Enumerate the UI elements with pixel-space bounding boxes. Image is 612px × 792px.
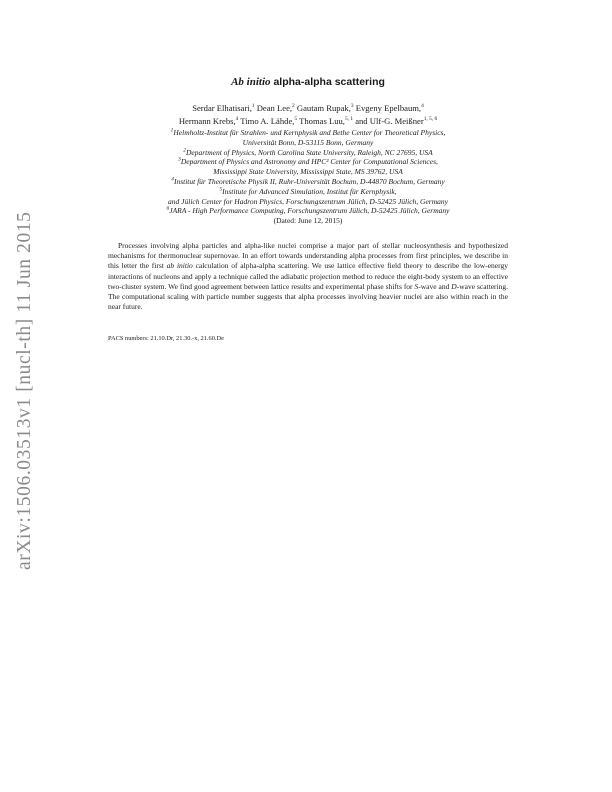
affiliation-list (108, 128, 508, 226)
author-affil-sup: 1 (251, 103, 255, 110)
abstract-italic: ab initio (166, 261, 193, 271)
author-name: Hermann Krebs, (178, 115, 236, 126)
author-affil-sup: 4 (235, 115, 239, 122)
dated-line: (Dated: June 12, 2015) (273, 216, 343, 226)
affiliation-sup: 4 (171, 176, 174, 183)
affiliation (108, 128, 508, 138)
affiliation-sup: 5 (219, 186, 223, 193)
abstract-italic: S (414, 281, 419, 291)
affiliation-line: JARA - High Performance Computing, Forschungszentrum Jülich, D-52425 Jülich, Germany (169, 206, 450, 216)
pacs-numbers: PACS numbers: 21.10.Dr, 21.30.-x, 21.60.De (108, 335, 224, 342)
author-name: Thomas Luu, (297, 115, 345, 126)
abstract-text: -wave and (418, 281, 452, 291)
author-affil-sup: 5 (294, 115, 298, 122)
affiliation (108, 206, 508, 216)
abstract-italic: D (451, 281, 457, 291)
affiliation-line: Institut für Theoretische Physik II, Ruhr-Universität Bochum, D-44870 Bochum, Germany (173, 176, 445, 186)
arxiv-identifier[interactable]: arXiv:1506.03513v1 [nucl-th] 11 Jun 2015 (14, 211, 35, 570)
affiliation-line: Department of Physics and Astronomy and HPC² Center for Computational Sciences, (180, 157, 438, 167)
affiliation-line: Helmholtz-Institut für Strahlen- und Kernphysik and Bethe Center for Theoretical Physics, (173, 128, 446, 137)
abstract-paragraph (108, 241, 508, 312)
author-name: Timo A. Lähde, (238, 115, 295, 126)
affiliation (108, 177, 508, 187)
affiliation-sup: 1 (170, 127, 174, 134)
author-affil-sup: 5, 1 (344, 115, 354, 122)
author-line (108, 102, 508, 115)
affiliation (108, 187, 508, 197)
author-list (108, 102, 508, 127)
title-text: alpha-alpha scattering (270, 76, 385, 88)
affiliation-line: and Jülich Center for Hadron Physics, Forschungszentrum Jülich, D-52425 Jülich, Germany (168, 196, 448, 206)
author-affil-sup: 4 (421, 103, 424, 110)
paper-title (108, 76, 508, 88)
affiliation (108, 157, 508, 167)
abstract-text: Processes involving alpha particles and alpha-like nuclei comprise a major part of stellar nucleosynthesis and hypothesized mechanisms for thermonuclear supernovae. In an effort towards understanding alpha processes from first principles, we describe in this letter the first (108, 241, 508, 271)
affiliation-line: Institute for Advanced Simulation, Institut für Kernphysik, (222, 186, 397, 196)
author-line (108, 115, 508, 128)
abstract-text: calculation of alpha-alpha scattering. We use lattice effective field theory to describe the low-energy interactions of nucleons and apply a technique called the adiabatic projection method to reduce the eight-body system to an effective two-cluster system. We find good agreement between lattice results and experimental phase shifts for (108, 261, 508, 291)
affiliation-line: Mississippi State University, Mississippi State, MS 39762, USA (213, 167, 403, 177)
author-name: Evgeny Epelbaum, (353, 103, 422, 113)
author-affil-sup: 2 (292, 103, 295, 110)
author-affil-sup: 1, 5, 6 (423, 115, 438, 122)
affiliation-line: Department of Physics, North Carolina State University, Raleigh, NC 27695, USA (185, 147, 433, 157)
affiliation (108, 148, 508, 158)
author-name: Serdar Elhatisari, (192, 103, 252, 113)
author-name: Dean Lee, (254, 103, 293, 113)
affiliation-sup: 2 (183, 147, 186, 154)
title-italic: Ab initio (231, 76, 271, 88)
affiliation-sup: 6 (166, 205, 170, 212)
author-affil-sup: 3 (350, 103, 354, 110)
affiliation-sup: 3 (178, 156, 181, 163)
abstract-text: -wave scattering. The computational scaling with particle number suggests that alpha processes involving heavier nuclei are also within reach in the near future. (108, 281, 508, 312)
author-name: Gautam Rupak, (294, 103, 351, 113)
abstract (108, 241, 508, 312)
affiliation-line: Universität Bonn, D-53115 Bonn, Germany (242, 137, 374, 147)
author-name: and Ulf-G. Meißner (353, 115, 424, 126)
